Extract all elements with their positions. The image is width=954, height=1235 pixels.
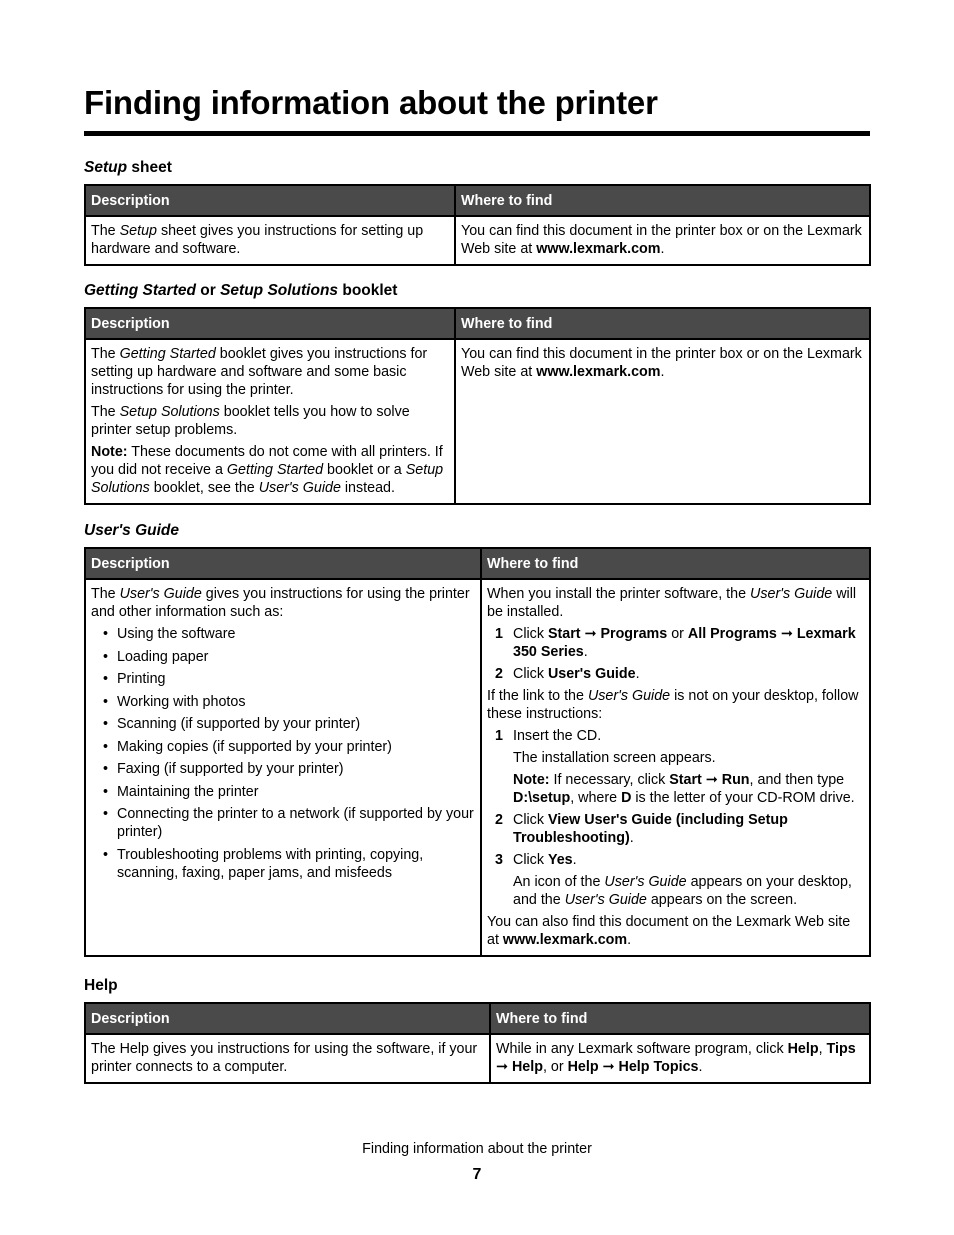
column-header-description: Description xyxy=(85,1003,490,1034)
table-row xyxy=(85,339,870,504)
getting-started-table xyxy=(84,307,871,505)
list-item: • Working with photos xyxy=(91,693,475,711)
step-item: 1 Click Start ➞ Programs or All Programs ➞ Lexmark 350 Series. xyxy=(495,626,856,660)
column-header-where-to-find: Where to find xyxy=(455,308,870,339)
setup-sheet-table xyxy=(84,184,871,266)
section-heading-getting-started: Getting Started or Setup Solutions booklet xyxy=(84,282,398,299)
topics-list xyxy=(91,625,475,882)
column-header-description: Description xyxy=(85,185,455,216)
list-item: • Connecting the printer to a network (if supported by your printer) xyxy=(91,805,475,841)
step-item: 2 Click View User's Guide (including Setup Troubleshooting). xyxy=(495,812,788,846)
users-guide-table xyxy=(84,547,871,957)
description-cell: The Help gives you instructions for using the software, if your printer connects to a computer. xyxy=(85,1034,490,1083)
list-item: • Maintaining the printer xyxy=(91,783,475,801)
section-heading-users-guide: User's Guide xyxy=(84,522,179,539)
page-title: Finding information about the printer xyxy=(84,84,658,121)
install-steps xyxy=(487,625,864,683)
list-item: • Loading paper xyxy=(91,648,475,666)
arrow-icon: ➞ xyxy=(496,1059,512,1075)
where-to-find-cell: You can find this document in the printer box or on the Lexmark Web site at www.lexmark.com. xyxy=(455,339,870,504)
arrow-icon: ➞ xyxy=(701,772,722,788)
note-text: Note: These documents do not come with all printers. If you did not receive a Getting Started booklet or a Setup Solutions booklet, see the User's Guide instead. xyxy=(91,444,444,496)
list-item: • Making copies (if supported by your printer) xyxy=(91,738,475,756)
footer-title: Finding information about the printer xyxy=(362,1141,592,1157)
help-table xyxy=(84,1002,871,1084)
table-row xyxy=(85,1034,870,1083)
where-to-find-cell: When you install the printer software, the User's Guide will be installed. 1 Click Start ➞ Programs or All Programs ➞ Lexmark 350 Series. 2 Click User's Guide. If the link to the User's Guide is not on your desktop, follow these instructions: 1 Insert the CD. The installation screen appears. Note: If necessary, click Start ➞ Run, and then type D:\setup, where D is the letter of your CD-ROM drive. 2 Click View User's Guide (including Setup Troubleshooting). 3 Click Yes. An icon of the User's Guide appears on your desktop, and the User's Guide appears on the screen. You can also find this document on the Lexmark Web site at www.lexmark.com. xyxy=(481,579,870,956)
description-cell: The User's Guide gives you instructions for using the printer and other information such as: • Using the software • Loading paper • Printing • Working with photos • Scanning (if supported by your printer) • Making copies (if supported by your printer) • Faxing (if supported by your printer) • Maintaining the printer • Connecting the printer to a network (if supported by your printer) • Troubleshooting problems with printing, copying, scanning, faxing, paper jams, and misfeeds xyxy=(85,579,481,956)
column-header-description: Description xyxy=(85,548,481,579)
list-item: • Scanning (if supported by your printer) xyxy=(91,715,475,733)
where-to-find-cell: While in any Lexmark software program, click Help, Tips ➞ Help, or Help ➞ Help Topics. xyxy=(490,1034,870,1083)
description-cell: The Setup sheet gives you instructions for setting up hardware and software. xyxy=(85,216,455,265)
arrow-icon: ➞ xyxy=(776,626,797,642)
description-cell: The Getting Started booklet gives you instructions for setting up hardware and software and some basic instructions for using the printer. The Setup Solutions booklet tells you how to solve printer setup problems. Note: These documents do not come with all printers. If you did not receive a Getting Started booklet or a Setup Solutions booklet, see the User's Guide instead. xyxy=(85,339,455,504)
title-rule xyxy=(84,131,870,136)
website-link: www.lexmark.com xyxy=(536,364,661,380)
list-item: • Troubleshooting problems with printing, copying, scanning, faxing, paper jams, and misfeeds xyxy=(91,846,475,882)
table-row xyxy=(85,579,870,956)
step-item: 2 Click User's Guide. xyxy=(495,666,640,682)
table-row xyxy=(85,216,870,265)
page-number: 7 xyxy=(472,1166,482,1183)
arrow-icon: ➞ xyxy=(598,1059,619,1075)
section-heading-help: Help xyxy=(84,977,118,994)
column-header-where-to-find: Where to find xyxy=(455,185,870,216)
column-header-description: Description xyxy=(85,308,455,339)
column-header-where-to-find: Where to find xyxy=(481,548,870,579)
list-item: • Printing xyxy=(91,670,475,688)
arrow-icon: ➞ xyxy=(580,626,601,642)
step-item: 1 Insert the CD. The installation screen appears. Note: If necessary, click Start ➞ Run, and then type D:\setup, where D is the letter of your CD-ROM drive. xyxy=(487,727,864,807)
note-text: Note: If necessary, click Start ➞ Run, and then type D:\setup, where D is the letter of your CD-ROM drive. xyxy=(513,772,855,806)
list-item: • Faxing (if supported by your printer) xyxy=(91,760,475,778)
website-link: www.lexmark.com xyxy=(502,932,628,948)
column-header-where-to-find: Where to find xyxy=(490,1003,870,1034)
cd-steps xyxy=(487,727,864,909)
section-heading-setup-sheet: Setup sheet xyxy=(84,159,172,176)
step-item: 3 Click Yes. An icon of the User's Guide appears on your desktop, and the User's Guide appears on the screen. xyxy=(495,852,852,908)
where-to-find-cell: You can find this document in the printer box or on the Lexmark Web site at www.lexmark.com. xyxy=(455,216,870,265)
website-link: www.lexmark.com xyxy=(536,241,661,257)
list-item: • Using the software xyxy=(91,625,475,643)
